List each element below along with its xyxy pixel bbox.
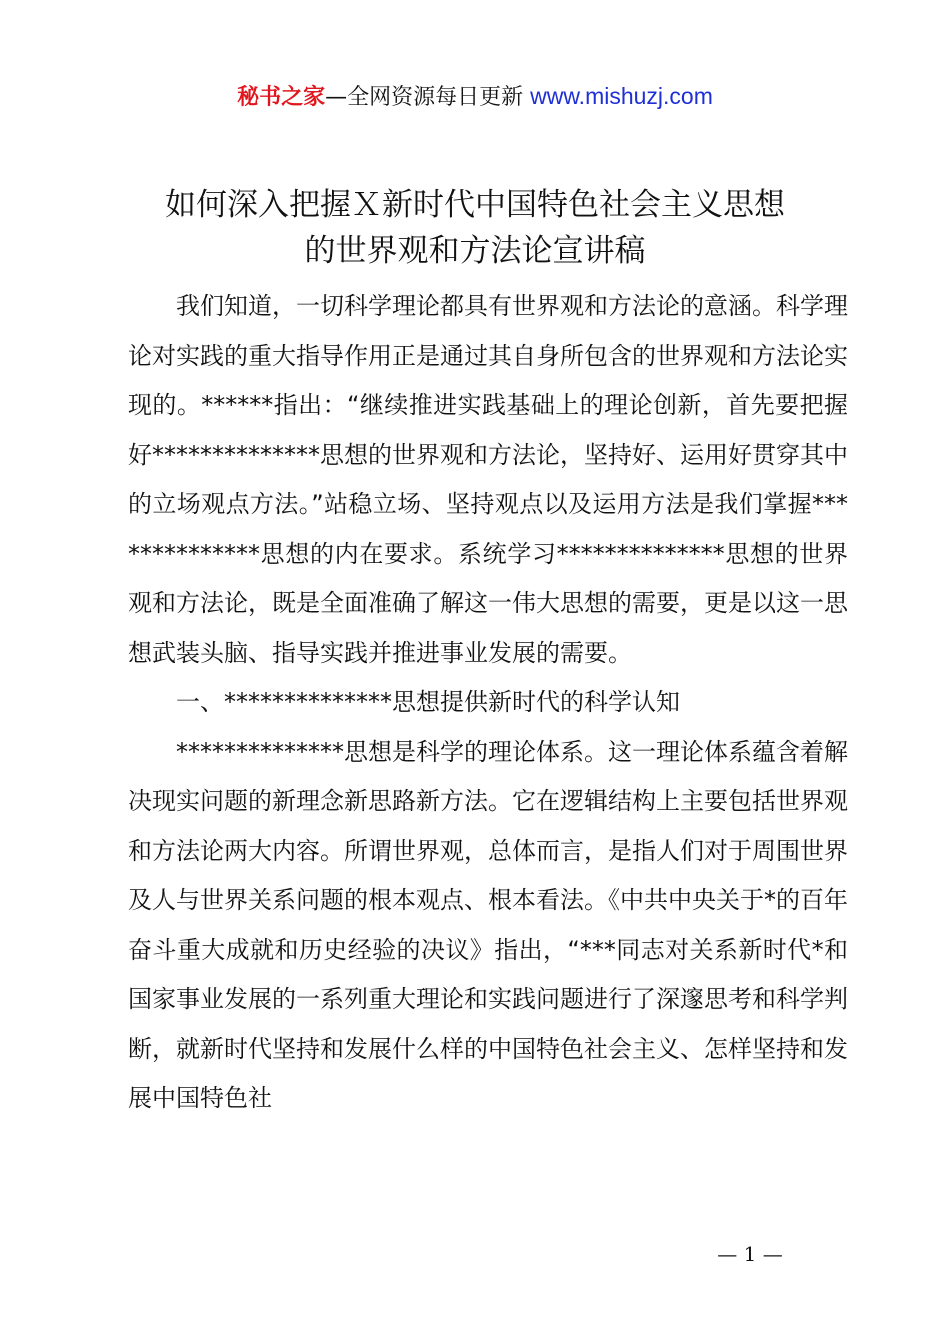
site-brand: 秘书之家 (237, 85, 326, 110)
body-paragraph: **************思想是科学的理论体系。这一理论体系蕴含着解决现实问题的新理念新思路新方法。它在逻辑结构上主要包括世界观和方法论两大内容。所谓世界观，总体而言，是指人们对于周围世界及人与世界关系问题的根本观点、根本看法。《中共中央关于*的百年奋斗重大成就和历史经验的决议》指出，“***同志对关系新时代*和国家事业发展的一系列重大理论和实践问题进行了深邃思考和科学判断，就新时代坚持和发展什么样的中国特色社会主义、怎样坚持和发展中国特色社 (128, 737, 848, 1112)
section-heading-1: 一、**************思想提供新时代的科学认知 (176, 688, 680, 716)
document-body (128, 282, 848, 1124)
title-line-1: 如何深入把握Ｘ新时代中国特色社会主义思想 (165, 187, 785, 223)
title-line-2: 的世界观和方法论宣讲稿 (304, 233, 646, 269)
site-header (0, 80, 950, 114)
document-title (100, 182, 850, 274)
page-number: — 1 — (717, 1242, 783, 1266)
intro-paragraph: 我们知道，一切科学理论都具有世界观和方法论的意涵。科学理论对实践的重大指导作用正是通过其自身所包含的世界观和方法论实现的。******指出：“继续推进实践基础上的理论创新，首先要把握好**************思想的世界观和方法论，坚持好、运用好贯穿其中的立场观点方法。”站稳立场、坚持观点以及运用方法是我们掌握**************思想的内在要求。系统学习**************思想的世界观和方法论，既是全面准确了解这一伟大思想的需要，更是以这一思想武装头脑、指导实践并推进事业发展的需要。 (128, 292, 848, 667)
site-url-link[interactable]: www.mishuzj.com (530, 83, 713, 109)
site-tagline: —全网资源每日更新 (325, 85, 524, 110)
